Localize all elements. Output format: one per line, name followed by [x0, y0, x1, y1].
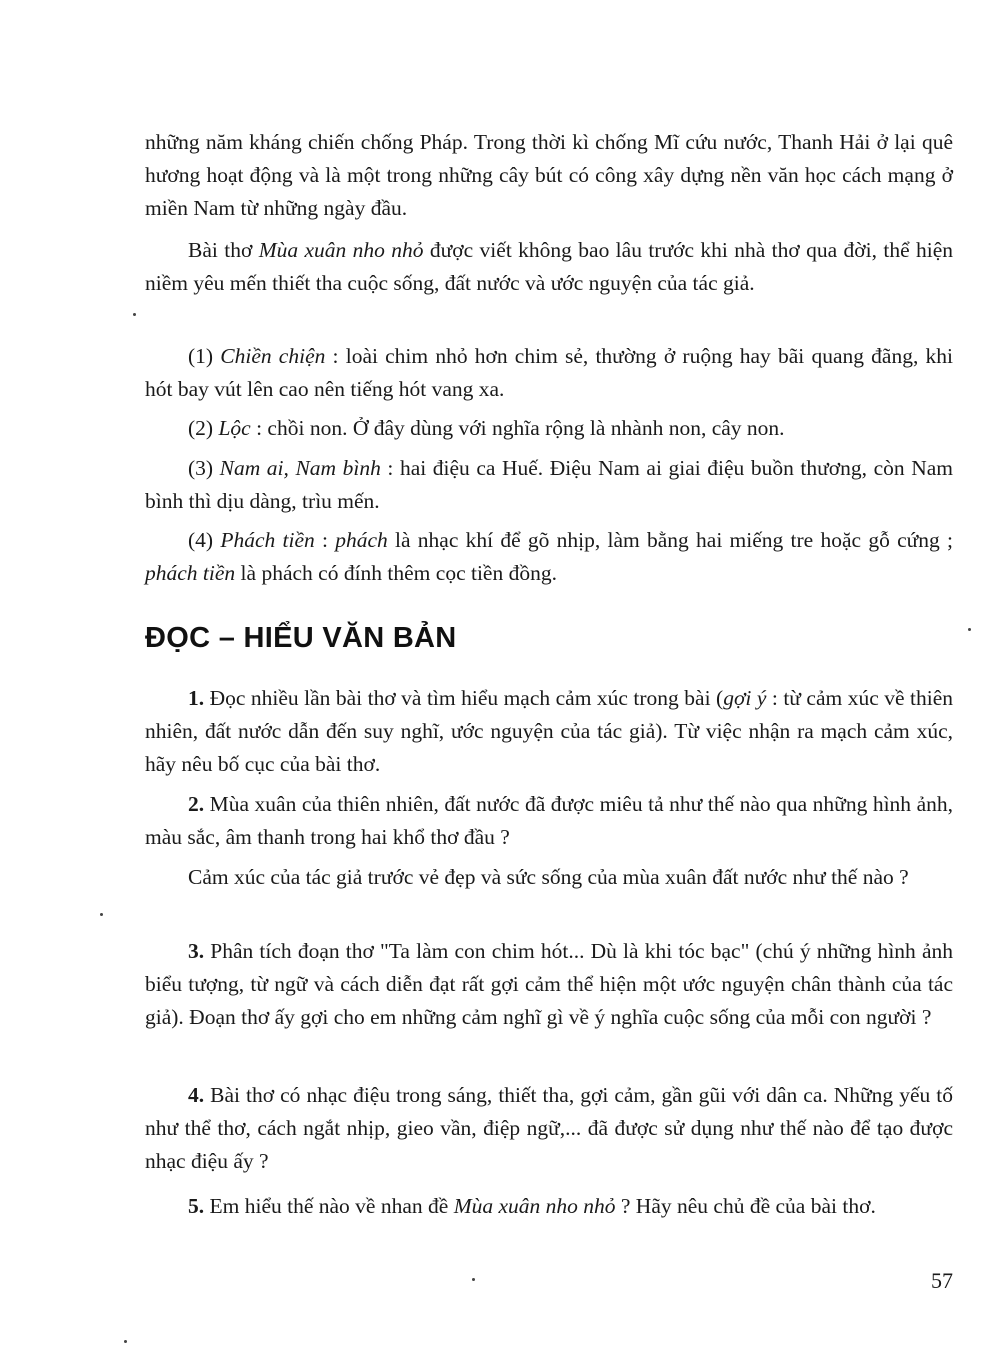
scan-speck	[124, 1340, 127, 1343]
intro-paragraph-poem: Bài thơ Mùa xuân nho nhỏ được viết không bao lâu trước khi nhà thơ qua đời, thể hiện niềm yêu mến thiết tha cuộc sống, đất nước và ước nguyện của tác giả.	[145, 238, 953, 295]
page-number: 57	[931, 1268, 953, 1293]
footnote-4: (4) Phách tiền : phách là nhạc khí để gõ nhịp, làm bằng hai miếng tre hoặc gỗ cứng ; phách tiền là phách có đính thêm cọc tiền đồng.	[145, 528, 953, 585]
question-number: 5.	[188, 1194, 205, 1218]
question-4: 4. Bài thơ có nhạc điệu trong sáng, thiết tha, gợi cảm, gần gũi với dân ca. Những yếu tố như thể thơ, cách ngắt nhịp, gieo vần, điệp ngữ,... đã được sử dụng như thế nào để tạo được nhạc điệu ấy ?	[145, 1083, 953, 1173]
scan-speck	[472, 1278, 475, 1281]
question-number: 4.	[188, 1083, 205, 1107]
poem-title: Mùa xuân nho nhỏ	[258, 238, 424, 262]
footnote-2: (2) Lộc : chồi non. Ở đây dùng với nghĩa rộng là nhành non, cây non.	[188, 416, 785, 440]
question-2: 2. Mùa xuân của thiên nhiên, đất nước đã được miêu tả như thế nào qua những hình ảnh, màu sắc, âm thanh trong hai khổ thơ đầu ?	[145, 792, 953, 849]
footnote-3: (3) Nam ai, Nam bình : hai điệu ca Huế. Điệu Nam ai giai điệu buồn thương, còn Nam bình thì dịu dàng, trìu mến.	[145, 456, 953, 513]
question-number: 2.	[188, 792, 205, 816]
footnote-term: Chiền chiện	[220, 344, 326, 368]
question-3: 3. Phân tích đoạn thơ "Ta làm con chim hót... Dù là khi tóc bạc" (chú ý những hình ảnh biểu tượng, từ ngữ và cách diễn đạt rất gợi cảm thể hiện một ước nguyện chân thành của tác giả). Đoạn thơ ấy gợi cho em những cảm nghĩ gì về ý nghĩa cuộc sống của mỗi con người ?	[145, 939, 953, 1029]
scan-speck	[133, 313, 136, 316]
question-number: 3.	[188, 939, 205, 963]
question-number: 1.	[188, 686, 205, 710]
question-2-followup: Cảm xúc của tác giả trước vẻ đẹp và sức sống của mùa xuân đất nước như thế nào ?	[188, 865, 909, 889]
section-heading: ĐỌC – HIỂU VĂN BẢN	[145, 622, 457, 654]
footnote-1: (1) Chiền chiện : loài chim nhỏ hơn chim sẻ, thường ở ruộng hay bãi quang đãng, khi hót bay vút lên cao nên tiếng hót vang xa.	[145, 344, 953, 401]
footnote-term: Nam ai, Nam bình	[219, 456, 381, 480]
question-5: 5. Em hiểu thế nào về nhan đề Mùa xuân nho nhỏ ? Hãy nêu chủ đề của bài thơ.	[188, 1194, 876, 1218]
question-1: 1. Đọc nhiều lần bài thơ và tìm hiểu mạch cảm xúc trong bài (gợi ý : từ cảm xúc về thiên nhiên, đất nước dẫn đến suy nghĩ, ước nguyện của tác giả). Từ việc nhận ra mạch cảm xúc, hãy nêu bố cục của bài thơ.	[145, 686, 953, 776]
footnote-term: Phách tiền	[220, 528, 315, 552]
intro-paragraph-continued: những năm kháng chiến chống Pháp. Trong thời kì chống Mĩ cứu nước, Thanh Hải ở lại quê hương hoạt động và là một trong những cây bút có công xây dựng nền văn học cách mạng ở miền Nam từ những ngày đầu.	[145, 130, 953, 220]
scan-speck	[968, 628, 971, 631]
scan-speck	[100, 913, 103, 916]
footnote-term: Lộc	[218, 416, 251, 440]
